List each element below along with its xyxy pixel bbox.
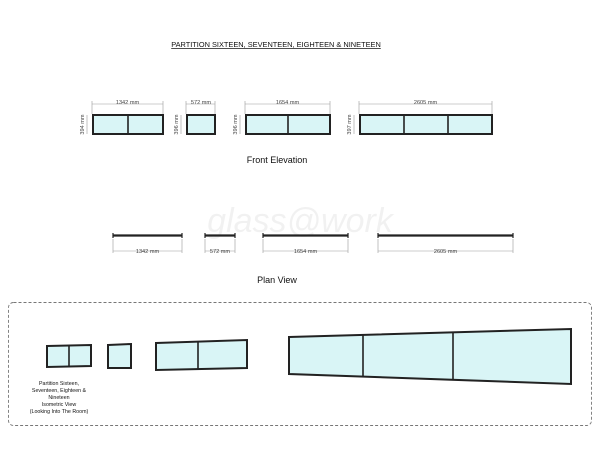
elevation-partition-seventeen — [174, 100, 215, 135]
plan-width-label: 572 mm — [209, 249, 231, 255]
iso-window-frame — [156, 340, 247, 370]
plan-partition-nineteen — [378, 233, 513, 255]
isometric-partition-seventeen — [108, 344, 131, 368]
window-frame — [360, 115, 492, 134]
width-dimension-label: 2605 mm — [413, 100, 438, 106]
isometric-note-line: Nineteen — [48, 395, 70, 401]
isometric-note-line: Seventeen, Eighteen & — [31, 388, 87, 394]
height-dimension-label: 396 mm — [233, 114, 239, 135]
width-dimension-label: 1342 mm — [115, 100, 140, 106]
plan-width-label: 1342 mm — [135, 249, 160, 255]
height-dimension-label: 397 mm — [347, 114, 353, 135]
window-frame — [187, 115, 215, 134]
plan-width-label: 2605 mm — [433, 249, 458, 255]
width-dimension-label: 1654 mm — [275, 100, 300, 106]
plan-width-label: 1654 mm — [293, 249, 318, 255]
plan-partition-eighteen — [263, 233, 348, 255]
plan-partition-seventeen — [205, 233, 235, 255]
isometric-partition-eighteen — [156, 340, 247, 370]
plan-partition-sixteen — [113, 233, 182, 255]
elevation-partition-nineteen — [347, 100, 492, 135]
iso-window-frame — [108, 344, 131, 368]
elevation-partition-sixteen — [80, 100, 163, 135]
iso-window-frame — [289, 329, 571, 384]
isometric-partition-sixteen — [47, 345, 91, 367]
drawing-title: PARTITION SIXTEEN, SEVENTEEN, EIGHTEEN & NINETEEN — [171, 40, 381, 49]
front-elevation — [80, 100, 492, 165]
isometric-partition-nineteen — [289, 329, 571, 384]
plan-view-label: Plan View — [257, 275, 297, 285]
isometric-note-line: (Looking Into The Room) — [29, 409, 89, 415]
height-dimension-label: 394 mm — [80, 114, 86, 135]
watermark-logo: glass@work — [207, 202, 393, 240]
plan-view — [113, 233, 513, 285]
isometric-note-line: Isometric View — [41, 402, 77, 408]
isometric-view — [9, 303, 592, 426]
width-dimension-label: 572 mm — [190, 100, 212, 106]
elevation-partition-eighteen — [233, 100, 330, 135]
height-dimension-label: 396 mm — [174, 114, 180, 135]
front-elevation-label: Front Elevation — [246, 155, 308, 165]
isometric-note-line: Partition Sixteen, — [38, 381, 80, 387]
isometric-note — [30, 381, 89, 415]
